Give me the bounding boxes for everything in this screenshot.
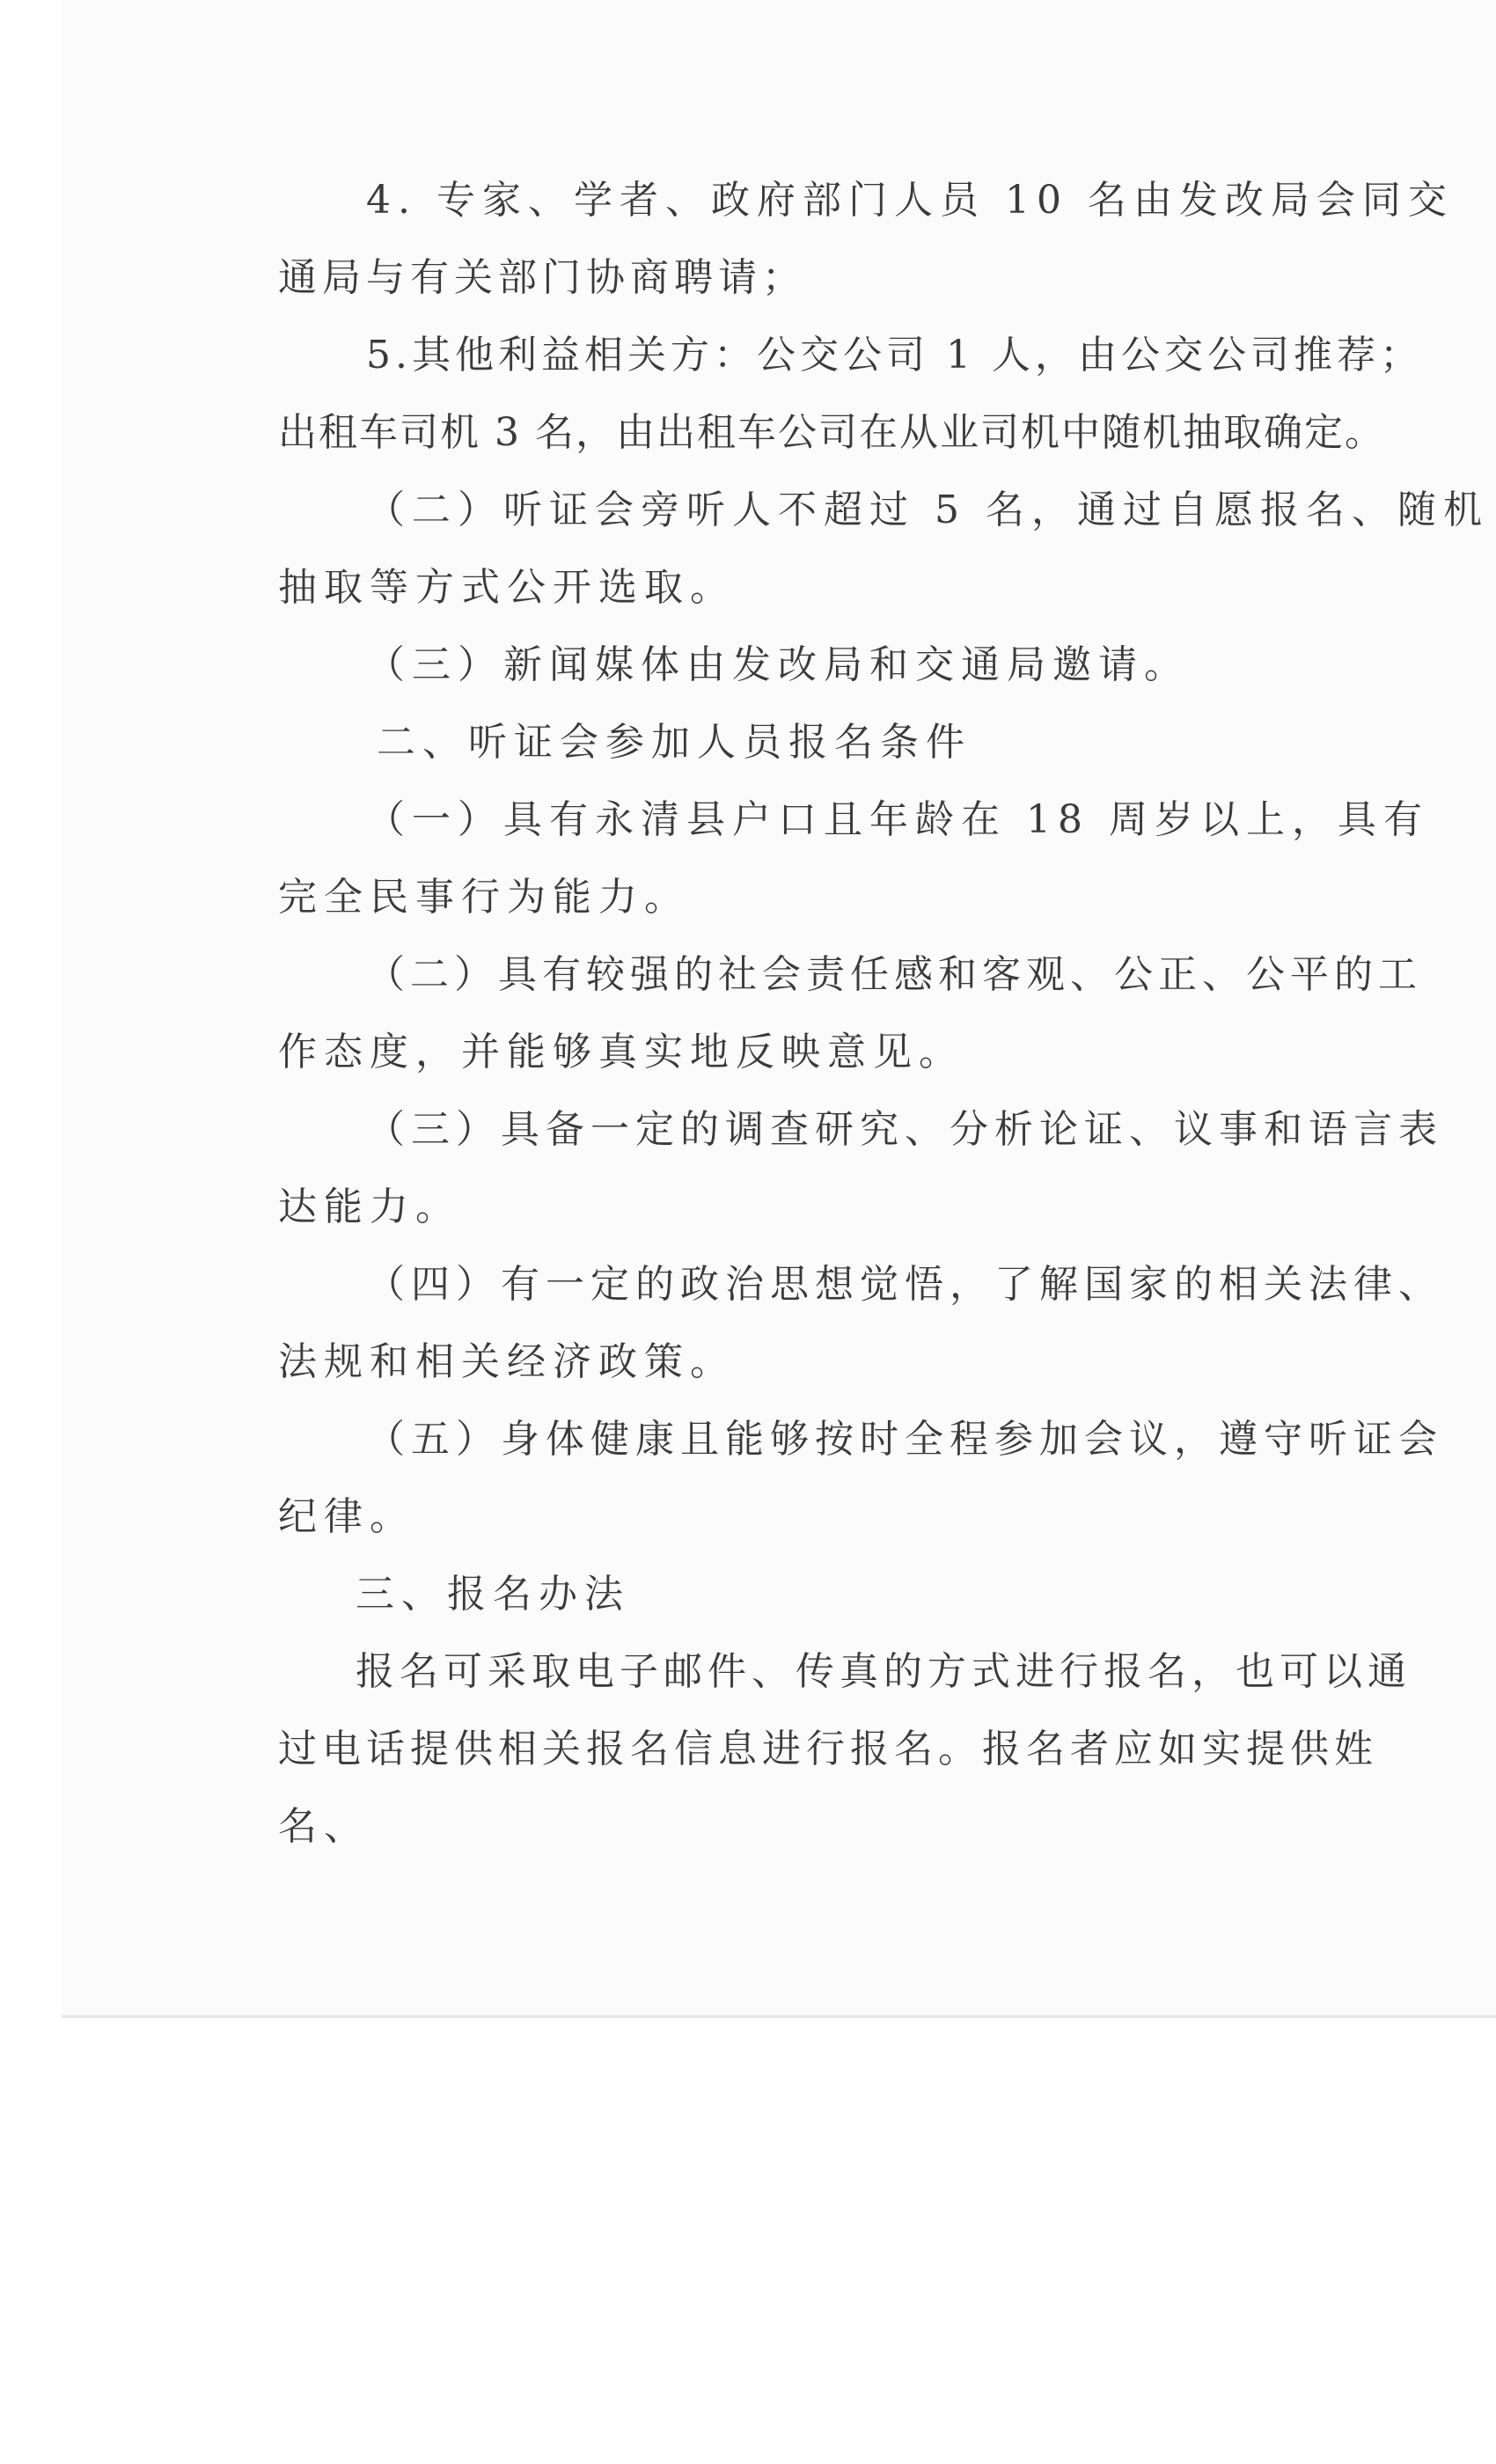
paragraph-line: （一）具有永清县户口且年龄在 18 周岁以上，具有: [366, 797, 1429, 842]
paragraph-line: 报名可采取电子邮件、传真的方式进行报名，也可以通: [356, 1649, 1412, 1694]
paragraph-line: 达能力。: [278, 1184, 461, 1229]
paragraph-line: 过电话提供相关报名信息进行报名。报名者应如实提供姓: [278, 1727, 1378, 1771]
paragraph-line: 通局与有关部门协商聘请；: [278, 255, 806, 300]
paragraph-line: （四）有一定的政治思想觉悟，了解国家的相关法律、: [366, 1262, 1443, 1307]
scan-edge: [62, 2015, 1496, 2018]
section-heading: 三、报名办法: [356, 1572, 630, 1617]
paragraph-line: 完全民事行为能力。: [278, 875, 690, 920]
paragraph-line: 纪律。: [278, 1494, 415, 1539]
section-heading: 二、听证会参加人员报名条件: [377, 720, 972, 765]
paragraph-line: （二）听证会旁听人不超过 5 名，通过自愿报名、随机: [366, 488, 1489, 532]
paragraph-line: （三）具备一定的调查研究、分析论证、议事和语言表: [366, 1107, 1443, 1152]
paragraph-line: 作态度，并能够真实地反映意见。: [278, 1030, 964, 1074]
paragraph-line: 名、: [278, 1804, 370, 1849]
paragraph-line: （三）新闻媒体由发改局和交通局邀请。: [366, 642, 1190, 687]
paragraph-line: 抽取等方式公开选取。: [278, 565, 736, 610]
paragraph-line: 法规和相关经济政策。: [278, 1339, 736, 1384]
paragraph-line: （五）身体健康且能够按时全程参加会议，遵守听证会: [366, 1417, 1443, 1462]
paragraph-line: （二）具有较强的社会责任感和客观、公正、公平的工: [366, 952, 1422, 997]
paragraph-line: 出租车司机 3 名，由出租车公司在从业司机中随机抽取确定。: [278, 410, 1385, 455]
paragraph-line: 5.其他利益相关方：公交公司 1 人，由公交公司推荐；: [366, 333, 1423, 378]
paragraph-line: 4. 专家、学者、政府部门人员 10 名由发改局会同交: [366, 178, 1454, 223]
